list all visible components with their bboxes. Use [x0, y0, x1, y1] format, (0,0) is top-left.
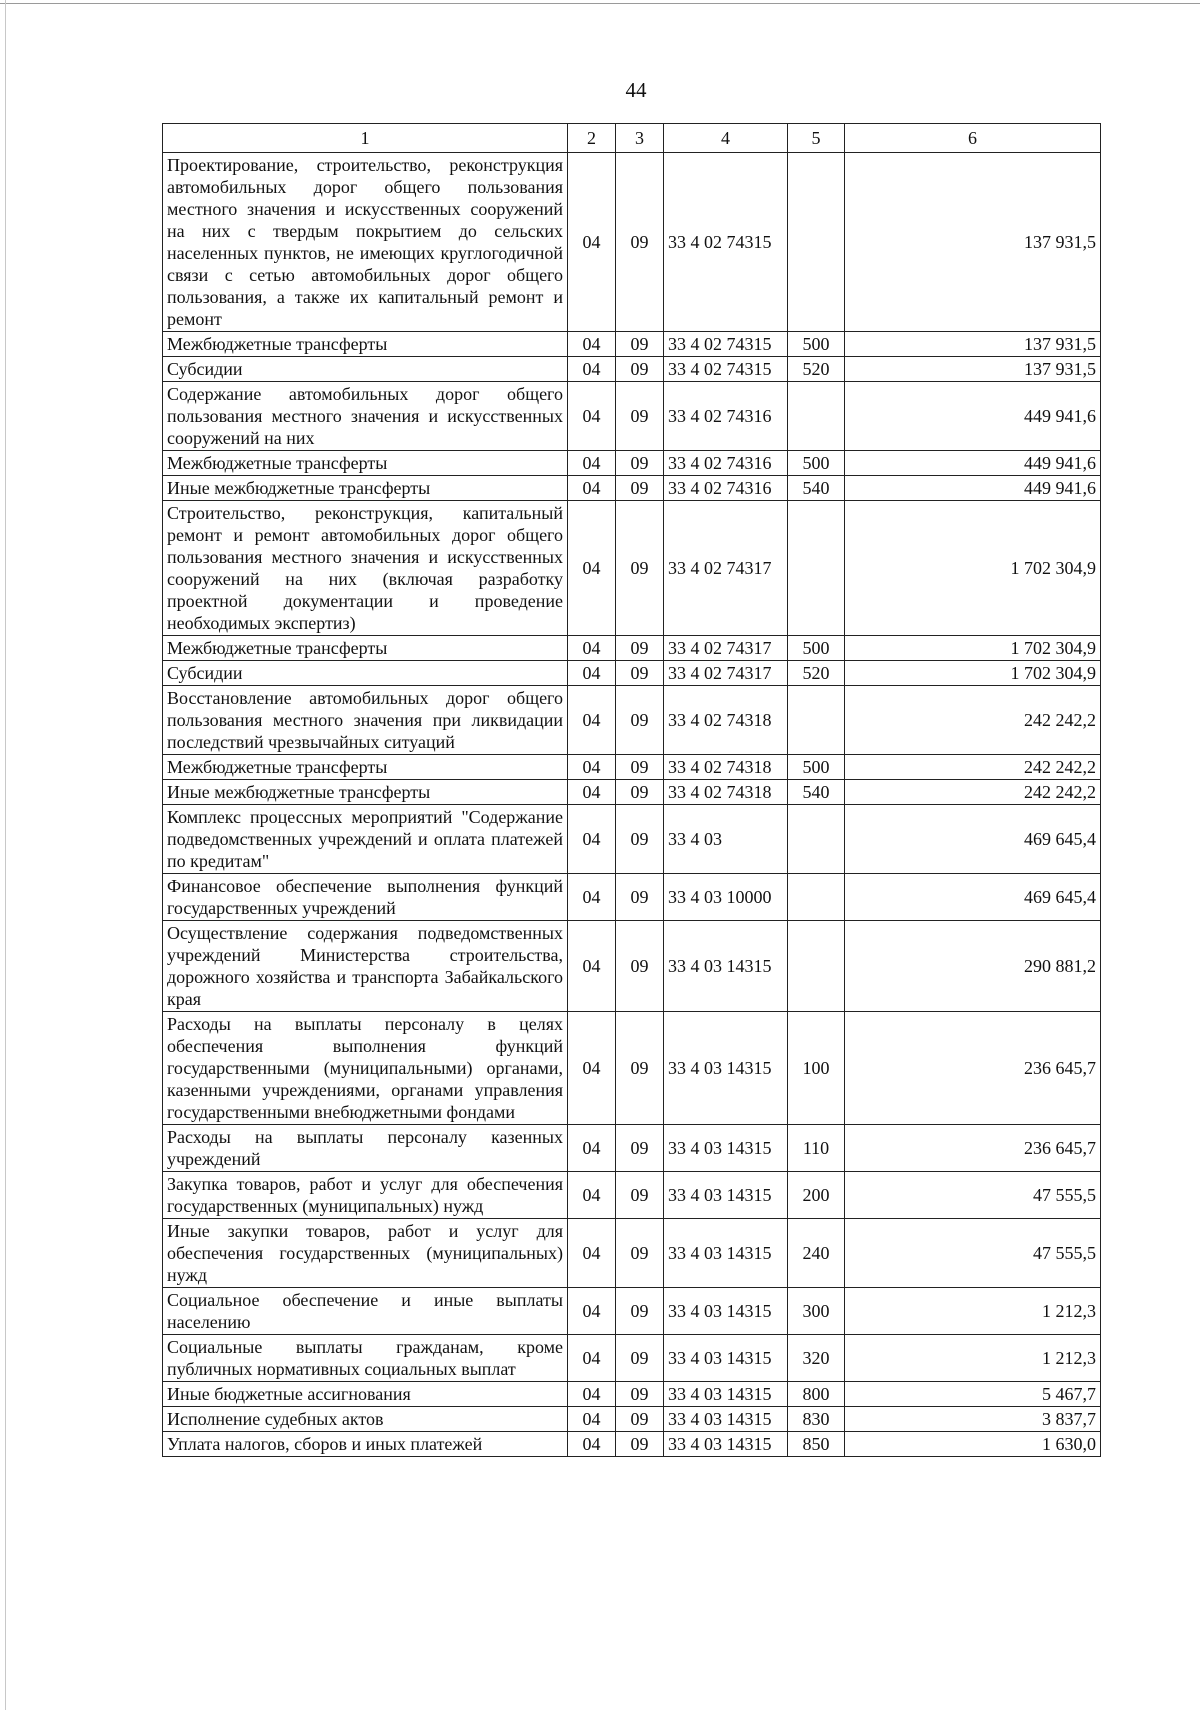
row-amount: 5 467,7 — [845, 1382, 1101, 1407]
row-code-expense-type: 200 — [788, 1172, 845, 1219]
row-code-subsection: 09 — [616, 153, 664, 332]
table-row — [163, 1172, 1101, 1219]
table-row — [163, 686, 1101, 755]
table-row — [163, 921, 1101, 1012]
row-code-expense-type: 500 — [788, 332, 845, 357]
column-header: 5 — [788, 124, 845, 153]
row-code-target: 33 4 03 14315 — [664, 1407, 788, 1432]
row-code-subsection: 09 — [616, 1219, 664, 1288]
row-code-expense-type — [788, 921, 845, 1012]
table-row — [163, 451, 1101, 476]
row-code-subsection: 09 — [616, 451, 664, 476]
row-code-section: 04 — [568, 1407, 616, 1432]
row-description: Социальное обеспечение и иные выплаты населению — [163, 1288, 568, 1335]
row-code-section: 04 — [568, 1288, 616, 1335]
row-code-expense-type: 800 — [788, 1382, 845, 1407]
table-row — [163, 357, 1101, 382]
row-code-target: 33 4 02 74317 — [664, 501, 788, 636]
row-code-target: 33 4 03 14315 — [664, 1335, 788, 1382]
row-amount: 1 702 304,9 — [845, 636, 1101, 661]
table-row — [163, 153, 1101, 332]
row-amount: 242 242,2 — [845, 686, 1101, 755]
row-code-section: 04 — [568, 1219, 616, 1288]
table-row — [163, 1335, 1101, 1382]
row-code-expense-type: 110 — [788, 1125, 845, 1172]
row-code-subsection: 09 — [616, 332, 664, 357]
row-description: Осуществление содержания подведомственных учреждений Министерства строительства, дорожного хозяйства и транспорта Забайкальского края — [163, 921, 568, 1012]
row-amount: 1 212,3 — [845, 1335, 1101, 1382]
row-code-expense-type — [788, 874, 845, 921]
row-description: Комплекс процессных мероприятий "Содержание подведомственных учреждений и оплата платежей по кредитам" — [163, 805, 568, 874]
row-code-subsection: 09 — [616, 874, 664, 921]
row-code-section: 04 — [568, 1125, 616, 1172]
row-code-section: 04 — [568, 153, 616, 332]
row-code-target: 33 4 03 14315 — [664, 1125, 788, 1172]
row-amount: 137 931,5 — [845, 153, 1101, 332]
table-row — [163, 476, 1101, 501]
row-code-target: 33 4 02 74315 — [664, 153, 788, 332]
row-code-subsection: 09 — [616, 1012, 664, 1125]
row-description: Содержание автомобильных дорог общего пользования местного значения и искусственных сооружений на них — [163, 382, 568, 451]
row-code-subsection: 09 — [616, 476, 664, 501]
row-description: Уплата налогов, сборов и иных платежей — [163, 1432, 568, 1457]
row-description: Межбюджетные трансферты — [163, 451, 568, 476]
row-code-expense-type: 240 — [788, 1219, 845, 1288]
row-code-subsection: 09 — [616, 382, 664, 451]
column-header: 4 — [664, 124, 788, 153]
row-amount: 469 645,4 — [845, 805, 1101, 874]
row-amount: 449 941,6 — [845, 382, 1101, 451]
row-description: Восстановление автомобильных дорог общего пользования местного значения при ликвидации последствий чрезвычайных ситуаций — [163, 686, 568, 755]
column-header: 3 — [616, 124, 664, 153]
row-amount: 449 941,6 — [845, 451, 1101, 476]
table-row — [163, 661, 1101, 686]
row-code-target: 33 4 02 74315 — [664, 332, 788, 357]
row-amount: 469 645,4 — [845, 874, 1101, 921]
row-code-section: 04 — [568, 1432, 616, 1457]
row-amount: 3 837,7 — [845, 1407, 1101, 1432]
row-description: Субсидии — [163, 661, 568, 686]
row-code-section: 04 — [568, 921, 616, 1012]
row-description: Расходы на выплаты персоналу казенных учреждений — [163, 1125, 568, 1172]
row-amount: 1 702 304,9 — [845, 661, 1101, 686]
table-row — [163, 805, 1101, 874]
row-code-section: 04 — [568, 780, 616, 805]
row-code-subsection: 09 — [616, 921, 664, 1012]
row-code-target: 33 4 03 14315 — [664, 1432, 788, 1457]
row-code-expense-type: 100 — [788, 1012, 845, 1125]
row-code-section: 04 — [568, 805, 616, 874]
table-header — [163, 124, 1101, 153]
table-row — [163, 501, 1101, 636]
row-amount: 236 645,7 — [845, 1012, 1101, 1125]
column-header: 1 — [163, 124, 568, 153]
column-header: 6 — [845, 124, 1101, 153]
table-row — [163, 1012, 1101, 1125]
row-code-subsection: 09 — [616, 1432, 664, 1457]
row-description: Иные бюджетные ассигнования — [163, 1382, 568, 1407]
row-code-expense-type: 320 — [788, 1335, 845, 1382]
row-code-section: 04 — [568, 332, 616, 357]
row-description: Межбюджетные трансферты — [163, 332, 568, 357]
row-code-section: 04 — [568, 1382, 616, 1407]
table-row — [163, 1219, 1101, 1288]
row-code-expense-type — [788, 501, 845, 636]
row-code-target: 33 4 02 74318 — [664, 780, 788, 805]
table-row — [163, 382, 1101, 451]
row-code-target: 33 4 02 74316 — [664, 451, 788, 476]
row-code-expense-type: 500 — [788, 451, 845, 476]
row-description: Иные межбюджетные трансферты — [163, 780, 568, 805]
row-code-section: 04 — [568, 1172, 616, 1219]
row-description: Расходы на выплаты персоналу в целях обеспечения выполнения функций государственными (муниципальными) органами, казенными учреждениями, органами управления государственными внебюджетными фондами — [163, 1012, 568, 1125]
row-code-expense-type — [788, 686, 845, 755]
row-code-section: 04 — [568, 755, 616, 780]
row-code-subsection: 09 — [616, 805, 664, 874]
row-code-subsection: 09 — [616, 1382, 664, 1407]
row-code-subsection: 09 — [616, 501, 664, 636]
row-code-section: 04 — [568, 1012, 616, 1125]
row-code-expense-type: 520 — [788, 661, 845, 686]
scan-left-edge — [5, 0, 6, 1710]
table-row — [163, 755, 1101, 780]
table-row — [163, 1288, 1101, 1335]
row-amount: 449 941,6 — [845, 476, 1101, 501]
table-row — [163, 1407, 1101, 1432]
table-row — [163, 1382, 1101, 1407]
row-code-target: 33 4 02 74318 — [664, 755, 788, 780]
row-code-subsection: 09 — [616, 1125, 664, 1172]
row-code-target: 33 4 03 14315 — [664, 1012, 788, 1125]
table-row — [163, 1125, 1101, 1172]
column-header: 2 — [568, 124, 616, 153]
row-code-expense-type — [788, 805, 845, 874]
row-code-expense-type: 300 — [788, 1288, 845, 1335]
row-amount: 290 881,2 — [845, 921, 1101, 1012]
row-code-subsection: 09 — [616, 1335, 664, 1382]
row-code-section: 04 — [568, 686, 616, 755]
row-code-section: 04 — [568, 1335, 616, 1382]
table-row — [163, 1432, 1101, 1457]
row-code-subsection: 09 — [616, 636, 664, 661]
row-code-section: 04 — [568, 382, 616, 451]
row-code-subsection: 09 — [616, 357, 664, 382]
row-code-expense-type: 850 — [788, 1432, 845, 1457]
row-code-target: 33 4 03 14315 — [664, 1172, 788, 1219]
row-code-expense-type: 540 — [788, 476, 845, 501]
row-code-target: 33 4 03 10000 — [664, 874, 788, 921]
row-code-subsection: 09 — [616, 780, 664, 805]
row-code-target: 33 4 02 74316 — [664, 382, 788, 451]
row-description: Проектирование, строительство, реконструкция автомобильных дорог общего пользования местного значения и искусственных сооружений на них с твердым покрытием до сельских населенных пунктов, не имеющих круглогодичной связи с сетью автомобильных дорог общего пользования, а также их капитальный ремонт и ремонт — [163, 153, 568, 332]
row-description: Межбюджетные трансферты — [163, 636, 568, 661]
row-code-target: 33 4 02 74315 — [664, 357, 788, 382]
row-description: Социальные выплаты гражданам, кроме публичных нормативных социальных выплат — [163, 1335, 568, 1382]
scan-top-border — [0, 3, 1200, 4]
row-code-section: 04 — [568, 357, 616, 382]
row-amount: 1 702 304,9 — [845, 501, 1101, 636]
row-code-expense-type: 500 — [788, 636, 845, 661]
page-number: 44 — [625, 78, 647, 102]
row-code-section: 04 — [568, 501, 616, 636]
row-code-target: 33 4 02 74316 — [664, 476, 788, 501]
row-code-subsection: 09 — [616, 1288, 664, 1335]
row-code-expense-type: 540 — [788, 780, 845, 805]
row-code-expense-type — [788, 382, 845, 451]
row-amount: 137 931,5 — [845, 332, 1101, 357]
row-code-target: 33 4 03 — [664, 805, 788, 874]
row-amount: 242 242,2 — [845, 755, 1101, 780]
row-code-expense-type: 520 — [788, 357, 845, 382]
row-description: Финансовое обеспечение выполнения функций государственных учреждений — [163, 874, 568, 921]
row-description: Субсидии — [163, 357, 568, 382]
row-code-expense-type: 500 — [788, 755, 845, 780]
row-description: Строительство, реконструкция, капитальный ремонт и ремонт автомобильных дорог общего пользования местного значения и искусственных сооружений на них (включая разработку проектной документации и проведение необходимых экспертиз) — [163, 501, 568, 636]
row-code-section: 04 — [568, 451, 616, 476]
table-row — [163, 780, 1101, 805]
row-amount: 242 242,2 — [845, 780, 1101, 805]
row-code-expense-type: 830 — [788, 1407, 845, 1432]
row-description: Исполнение судебных актов — [163, 1407, 568, 1432]
row-code-section: 04 — [568, 874, 616, 921]
row-description: Межбюджетные трансферты — [163, 755, 568, 780]
row-amount: 236 645,7 — [845, 1125, 1101, 1172]
row-code-target: 33 4 02 74317 — [664, 636, 788, 661]
row-code-section: 04 — [568, 476, 616, 501]
row-code-section: 04 — [568, 661, 616, 686]
row-code-target: 33 4 02 74318 — [664, 686, 788, 755]
row-code-section: 04 — [568, 636, 616, 661]
row-code-target: 33 4 03 14315 — [664, 921, 788, 1012]
row-amount: 1 212,3 — [845, 1288, 1101, 1335]
row-code-target: 33 4 03 14315 — [664, 1382, 788, 1407]
table-row — [163, 332, 1101, 357]
row-amount: 1 630,0 — [845, 1432, 1101, 1457]
row-code-target: 33 4 02 74317 — [664, 661, 788, 686]
row-amount: 47 555,5 — [845, 1219, 1101, 1288]
row-code-subsection: 09 — [616, 686, 664, 755]
row-code-subsection: 09 — [616, 1407, 664, 1432]
table-body — [163, 153, 1101, 1457]
row-code-expense-type — [788, 153, 845, 332]
budget-table — [162, 123, 1101, 1457]
row-amount: 137 931,5 — [845, 357, 1101, 382]
row-code-subsection: 09 — [616, 661, 664, 686]
row-code-target: 33 4 03 14315 — [664, 1219, 788, 1288]
table-row — [163, 874, 1101, 921]
row-description: Закупка товаров, работ и услуг для обеспечения государственных (муниципальных) нужд — [163, 1172, 568, 1219]
row-description: Иные закупки товаров, работ и услуг для обеспечения государственных (муниципальных) нужд — [163, 1219, 568, 1288]
row-description: Иные межбюджетные трансферты — [163, 476, 568, 501]
row-code-target: 33 4 03 14315 — [664, 1288, 788, 1335]
row-code-subsection: 09 — [616, 755, 664, 780]
table-row — [163, 636, 1101, 661]
row-amount: 47 555,5 — [845, 1172, 1101, 1219]
row-code-subsection: 09 — [616, 1172, 664, 1219]
